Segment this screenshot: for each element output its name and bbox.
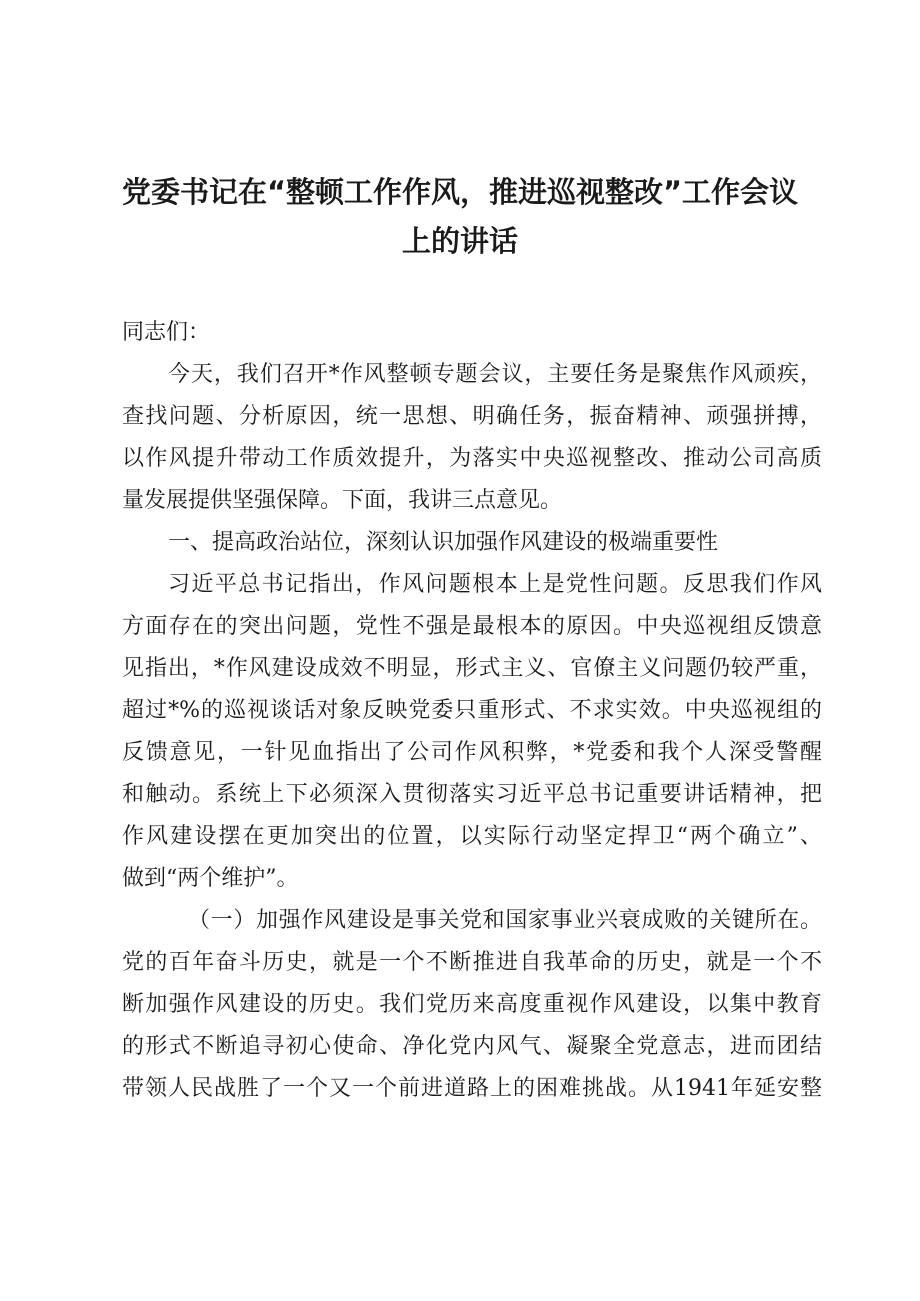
paragraph-3-line: （一）加强作风建设是事关党和国家事业兴衰成败的关键所在。 — [188, 908, 822, 933]
paragraph-2-line: 和触动。系统上下必须深入贯彻落实习近平总书记重要讲话精神，把 — [122, 782, 822, 807]
paragraph-3-line: 党的百年奋斗历史，就是一个不断推进自我革命的历史，就是一个不 — [122, 950, 822, 975]
paragraph-3-line: 带领人民战胜了一个又一个前进道路上的困难挑战。从1941年延安整 — [122, 1076, 822, 1101]
document-title-line-2: 上的讲话 — [401, 224, 518, 258]
paragraph-3-line: 的形式不断追寻初心使命、净化党内风气、凝聚全党意志，进而团结 — [122, 1034, 822, 1059]
paragraph-2-line: 作风建设摆在更加突出的位置，以实际行动坚定捍卫“两个确立”、 — [122, 824, 822, 849]
paragraph-2-line: 习近平总书记指出，作风问题根本上是党性问题。反思我们作风 — [168, 572, 822, 597]
document-body — [122, 312, 822, 1110]
paragraph-2-line: 方面存在的突出问题，党性不强是最根本的原因。中央巡视组反馈意 — [122, 614, 822, 639]
paragraph-2-line: 做到“两个维护”。 — [122, 866, 299, 891]
paragraph-2-line: 见指出，*作风建设成效不明显，形式主义、官僚主义问题仍较严重， — [122, 656, 822, 681]
paragraph-2-line: 反馈意见，一针见血指出了公司作风积弊，*党委和我个人深受警醒 — [122, 740, 822, 765]
paragraph-2-line: 超过*%的巡视谈话对象反映党委只重形式、不求实效。中央巡视组的 — [122, 698, 822, 723]
paragraph-1-line: 量发展提供坚强保障。下面，我讲三点意见。 — [122, 488, 563, 513]
paragraph-1-line: 以作风提升带动工作质效提升，为落实中央巡视整改、推动公司高质 — [122, 446, 822, 471]
document-title-line-1: 党委书记在“整顿工作作风，推进巡视整改”工作会议 — [121, 175, 799, 209]
paragraph-1-line: 今天，我们召开*作风整顿专题会议，主要任务是聚焦作风顽疾， — [168, 362, 822, 387]
paragraph-3-line: 断加强作风建设的历史。我们党历来高度重视作风建设，以集中教育 — [122, 992, 822, 1017]
section-1-heading: 一、提高政治站位，深刻认识加强作风建设的极端重要性 — [168, 530, 719, 555]
salutation: 同志们： — [122, 320, 211, 345]
paragraph-1-line: 查找问题、分析原因，统一思想、明确任务，振奋精神、顽强拼搏， — [122, 404, 822, 429]
